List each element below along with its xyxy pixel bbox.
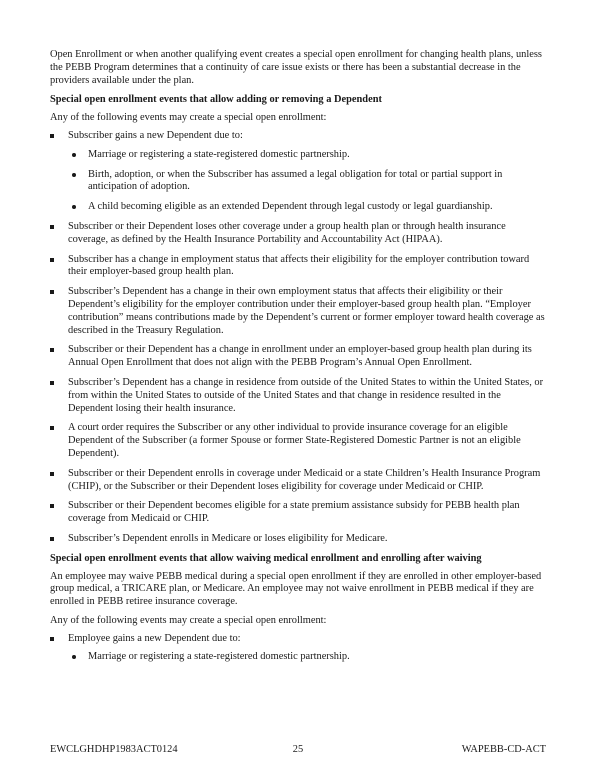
square-bullet-icon	[50, 426, 54, 430]
list-item-text: A court order requires the Subscriber or any other individual to provide insurance coverage for an eligible Dependent of the Subscriber (a former Spouse or former State-Registered Domestic Partner is not an eligible Dependent).	[68, 422, 521, 459]
list-item	[50, 130, 546, 214]
list-item-text: Subscriber gains a new Dependent due to:	[68, 129, 243, 141]
list-item-text: Subscriber’s Dependent has a change in residence from outside of the United States to within the United States, or from within the United States to outside of the United States and that change in residence resulted in the Dependent losing their health insurance.	[68, 376, 544, 414]
intro-paragraph: Open Enrollment or when another qualifying event creates a special open enrollment for changing health plans, unless the PEBB Program determines that a continuity of care issue exists or there has been a substantial decrease in the providers available under the plan.	[50, 49, 542, 86]
section2-lead: Any of the following events may create a special open enrollment:	[50, 614, 327, 626]
section1-lead: Any of the following events may create a special open enrollment:	[50, 112, 327, 124]
sub-list-item	[68, 149, 546, 162]
list-item	[50, 633, 546, 665]
list-item	[50, 254, 546, 280]
round-bullet-icon	[72, 173, 76, 177]
square-bullet-icon	[50, 472, 54, 476]
footer-document-code: EWCLGHDHP1983ACT0124	[50, 744, 178, 755]
square-bullet-icon	[50, 381, 54, 385]
list-item	[50, 422, 546, 460]
list-item-text: Subscriber or their Dependent loses other coverage under a group health plan or through health insurance coverage, as defined by the Health Insurance Portability and Accountability Act (HIPAA).	[68, 220, 506, 245]
square-bullet-icon	[50, 537, 54, 541]
section1-heading: Special open enrollment events that allow adding or removing a Dependent	[50, 94, 382, 106]
list-item-text: Subscriber’s Dependent enrolls in Medicare or loses eligibility for Medicare.	[68, 532, 388, 544]
square-bullet-icon	[50, 258, 54, 262]
round-bullet-icon	[72, 205, 76, 209]
footer-page-number: 25	[292, 744, 304, 755]
sub-list	[68, 651, 546, 664]
sub-list-item-text: Marriage or registering a state-registered domestic partnership.	[88, 651, 350, 663]
document-page	[50, 49, 546, 671]
list-item-text: Subscriber or their Dependent has a change in enrollment under an employer-based group health plan during its Annual Open Enrollment that does not align with the PEBB Program’s Annual Open Enrollment.	[68, 344, 532, 369]
section2-heading: Special open enrollment events that allow waiving medical enrollment and enrolling after waiving	[50, 552, 482, 564]
section2-list	[50, 633, 546, 665]
square-bullet-icon	[50, 504, 54, 508]
round-bullet-icon	[72, 655, 76, 659]
section2-paragraph: An employee may waive PEBB medical during a special open enrollment if they are enrolled in other employer-based group medical, a TRICARE plan, or Medicare. An employee may not waive enrollment in PEBB medical if they are enrolled in PEBB retiree insurance coverage.	[50, 570, 542, 608]
sub-list-item-text: Marriage or registering a state-registered domestic partnership.	[88, 148, 350, 160]
sub-list-item-text: A child becoming eligible as an extended Dependent through legal custody or legal guardianship.	[88, 201, 493, 213]
sub-list-item-text: Birth, adoption, or when the Subscriber has assumed a legal obligation for total or partial support in anticipation of adoption.	[88, 168, 503, 193]
sub-list-item	[68, 169, 546, 195]
sub-list-item	[68, 201, 546, 214]
list-item	[50, 286, 546, 337]
list-item-text: Employee gains a new Dependent due to:	[68, 632, 241, 644]
square-bullet-icon	[50, 225, 54, 229]
list-item	[50, 377, 546, 415]
list-item	[50, 221, 546, 247]
square-bullet-icon	[50, 134, 54, 138]
sub-list-item	[68, 651, 546, 664]
sub-list	[68, 149, 546, 214]
round-bullet-icon	[72, 153, 76, 157]
square-bullet-icon	[50, 637, 54, 641]
list-item	[50, 344, 546, 370]
list-item-text: Subscriber has a change in employment status that affects their eligibility for the employer contribution toward their employer-based group health plan.	[68, 253, 530, 278]
list-item-text: Subscriber or their Dependent becomes eligible for a state premium assistance subsidy for PEBB health plan coverage from Medicaid or CHIP.	[68, 500, 520, 525]
list-item	[50, 500, 546, 526]
section1-list	[50, 130, 546, 546]
footer-plan-code: WAPEBB-CD-ACT	[461, 744, 546, 755]
list-item	[50, 533, 546, 546]
square-bullet-icon	[50, 290, 54, 294]
list-item-text: Subscriber or their Dependent enrolls in coverage under Medicaid or a state Children’s Health Insurance Program (CHIP), or the Subscriber or their Dependent loses eligibility for coverage under Medicaid or CHIP.	[68, 467, 541, 492]
list-item-text: Subscriber’s Dependent has a change in their own employment status that affects their eligibility or their Dependent’s eligibility for the employer contribution under their employer-based group health plan. “Employer contribution” means contributions made by the Dependent’s current or former employer toward health coverage as described in the Treasury Regulation.	[68, 286, 545, 336]
list-item	[50, 468, 546, 494]
square-bullet-icon	[50, 348, 54, 352]
